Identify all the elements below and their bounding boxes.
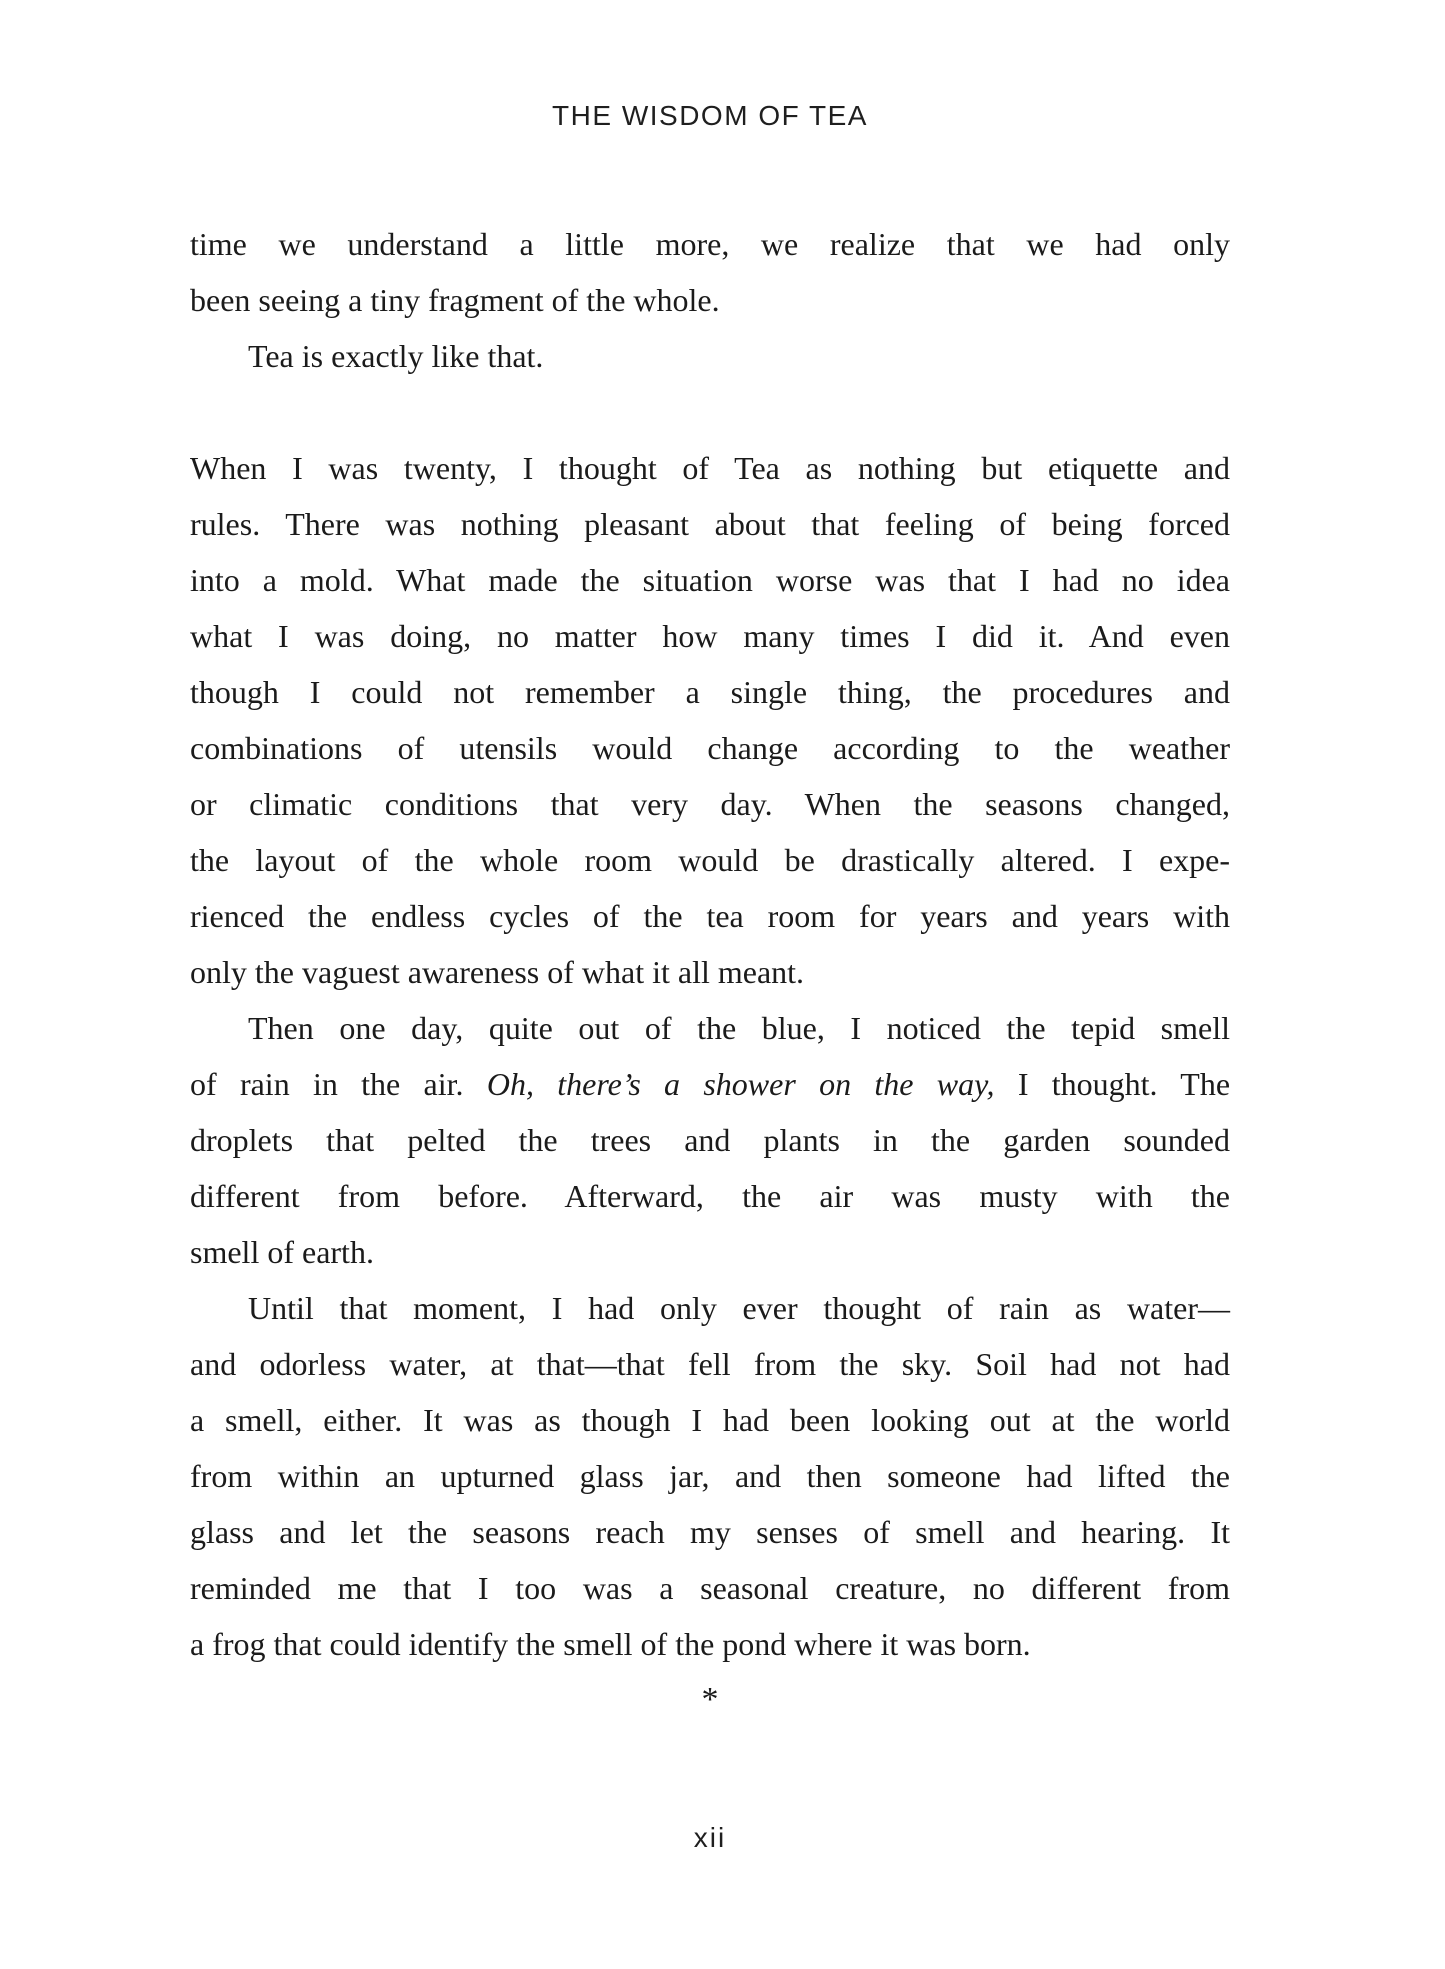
- paragraph: [190, 440, 1230, 1000]
- paragraph: [190, 1000, 1230, 1280]
- text-line: reminded me that I too was a seasonal creature, no different from: [190, 1570, 1230, 1606]
- text-line: only the vaguest awareness of what it all meant.: [190, 954, 805, 990]
- text-line: been seeing a tiny fragment of the whole.: [190, 282, 720, 318]
- text-line: smell of earth.: [190, 1234, 374, 1270]
- text-line: rienced the endless cycles of the tea room for years and years with: [190, 898, 1230, 934]
- text-line: rules. There was nothing pleasant about that feeling of being forced: [190, 506, 1230, 542]
- text-line: [190, 1056, 1230, 1112]
- paragraph: [190, 1280, 1230, 1672]
- text-line: what I was doing, no matter how many times I did it. And even: [190, 618, 1230, 654]
- italic-phrase: Oh, there’s a shower on the way,: [486, 1066, 995, 1102]
- running-header: THE WISDOM OF TEA: [552, 100, 868, 131]
- text-line: droplets that pelted the trees and plants in the garden sounded: [190, 1122, 1230, 1158]
- text-line: from within an upturned glass jar, and then someone had lifted the: [190, 1458, 1230, 1494]
- page-number: xii: [693, 1822, 727, 1853]
- text-line: into a mold. What made the situation worse was that I had no idea: [190, 562, 1230, 598]
- paragraph: [190, 216, 1230, 328]
- text-line: combinations of utensils would change according to the weather: [190, 730, 1230, 766]
- text-line: or climatic conditions that very day. When the seasons changed,: [190, 786, 1230, 822]
- text-line: Tea is exactly like that.: [248, 338, 544, 374]
- text-line: Then one day, quite out of the blue, I noticed the tepid smell: [248, 1010, 1230, 1046]
- text-line: a frog that could identify the smell of the pond where it was born.: [190, 1626, 1031, 1662]
- text-line: time we understand a little more, we realize that we had only: [190, 226, 1230, 262]
- text-line: Until that moment, I had only ever thought of rain as water—: [248, 1290, 1230, 1326]
- text-segment: I thought. The: [994, 1066, 1231, 1102]
- text-line: different from before. Afterward, the air was musty with the: [190, 1178, 1230, 1214]
- page-body-text: [190, 216, 1230, 1728]
- text-line: though I could not remember a single thing, the procedures and: [190, 674, 1230, 710]
- text-line: and odorless water, at that—that fell from the sky. Soil had not had: [190, 1346, 1230, 1382]
- paragraph: [190, 328, 1230, 384]
- text-line: a smell, either. It was as though I had been looking out at the world: [190, 1402, 1230, 1438]
- text-line: glass and let the seasons reach my senses of smell and hearing. It: [190, 1514, 1230, 1550]
- text-segment: of rain in the air.: [190, 1066, 487, 1102]
- text-line: When I was twenty, I thought of Tea as nothing but etiquette and: [190, 450, 1230, 486]
- section-break-asterisk: *: [701, 1681, 719, 1718]
- text-line: the layout of the whole room would be drastically altered. I expe-: [190, 842, 1230, 878]
